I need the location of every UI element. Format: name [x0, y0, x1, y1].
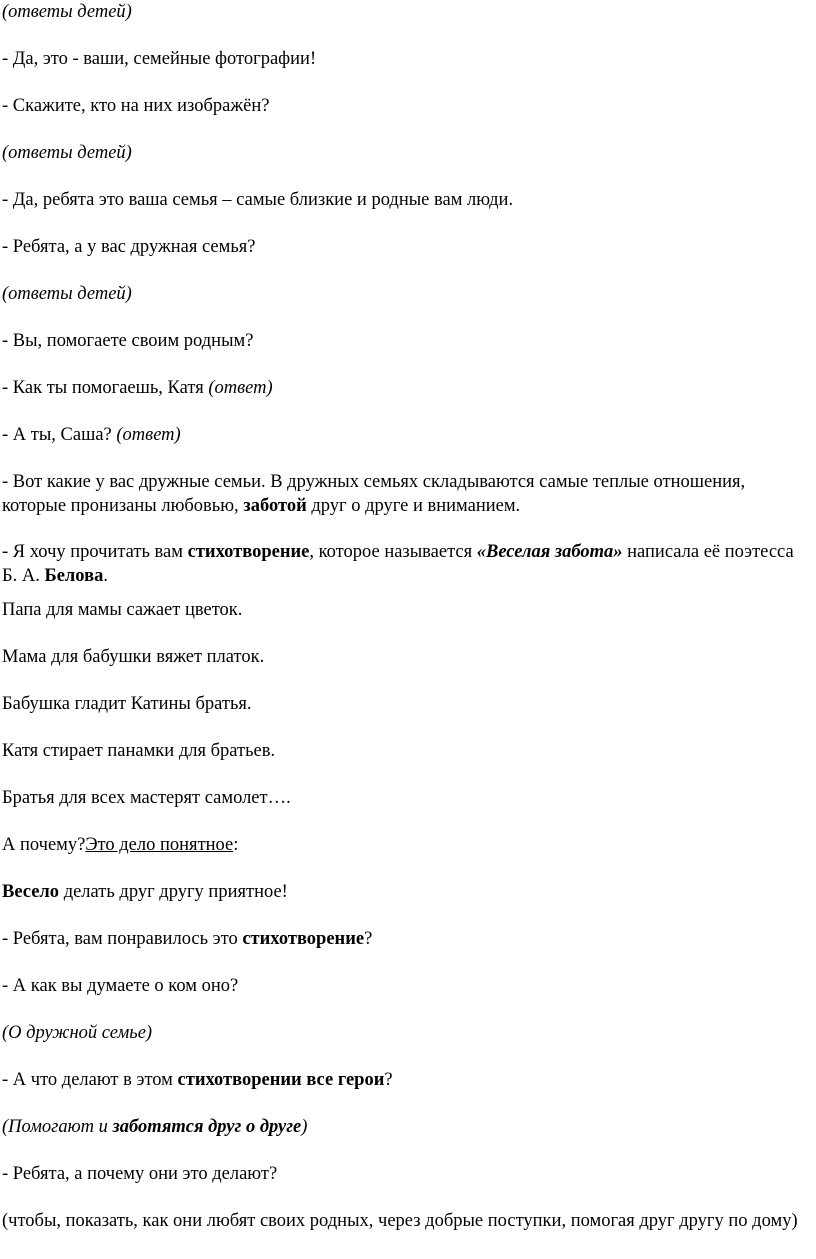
italic-text: (ответы детей) — [2, 284, 132, 304]
text: А почему? — [2, 835, 86, 855]
text: ? — [364, 929, 373, 949]
text: делать друг другу приятное! — [59, 882, 288, 902]
text: - А что делают в этом — [2, 1070, 178, 1090]
text: друг о друге и вниманием. — [306, 496, 521, 516]
underlined-text: Это дело понятное — [85, 835, 234, 855]
paragraph-who-is-depicted — [2, 94, 802, 118]
bold-italic-text: заботятся друг о друге — [112, 1117, 302, 1137]
italic-text: (Помогают и — [2, 1117, 113, 1137]
paragraph-friendly-families — [2, 470, 802, 518]
paragraph-your-family — [2, 188, 802, 212]
text: - Ребята, вам понравилось это — [2, 929, 243, 949]
text: . — [103, 566, 108, 586]
bold-text: стихотворение — [242, 929, 365, 949]
paragraph-what-heroes-do — [2, 1068, 802, 1092]
paragraph-children-answers-2 — [2, 141, 802, 165]
paragraph-sasha-question — [2, 423, 802, 447]
text: , которое называется — [309, 542, 477, 562]
paragraph-children-answers-1 — [2, 0, 802, 24]
paragraph-family-photos — [2, 47, 802, 71]
italic-text: (ответы детей) — [2, 143, 132, 163]
bold-text: стихотворении все герои — [177, 1070, 385, 1090]
text: ? — [384, 1070, 393, 1090]
text: - Ребята, а почему они это делают? — [2, 1164, 278, 1184]
bold-italic-text: «Веселая забота» — [476, 542, 623, 562]
poem-line-7 — [2, 880, 802, 904]
text: - Как ты помогаешь, Катя — [2, 378, 209, 398]
poem-line-5 — [2, 786, 802, 810]
paragraph-why-they-do-it — [2, 1162, 802, 1186]
paragraph-help-relatives — [2, 329, 802, 353]
bold-text: заботой — [243, 496, 307, 516]
bold-text: стихотворение — [187, 542, 310, 562]
text: : — [233, 835, 239, 855]
text: Катя стирает панамки для братьев. — [2, 741, 276, 761]
italic-text: (О дружной семье) — [2, 1023, 153, 1043]
italic-text: (ответ) — [208, 378, 273, 398]
text: - Вы, помогаете своим родным? — [2, 331, 254, 351]
poem-line-3 — [2, 692, 802, 716]
text: - Да, ребята это ваша семья – самые близкие и родные вам люди. — [2, 190, 514, 210]
paragraph-poem-intro — [2, 540, 802, 588]
paragraph-katya-question — [2, 376, 802, 400]
paragraph-about-friendly-family — [2, 1021, 802, 1045]
italic-text: ) — [301, 1117, 308, 1137]
paragraph-to-show-love — [2, 1209, 802, 1233]
poem-line-6 — [2, 833, 802, 857]
text: - Да, это - ваши, семейные фотографии! — [2, 49, 317, 69]
bold-text: Белова — [44, 566, 104, 586]
paragraph-children-answers-3 — [2, 282, 802, 306]
text: (чтобы, показать, как они любят своих родных, через добрые поступки, помогая друг другу по дому) — [2, 1211, 798, 1231]
italic-text: (ответ) — [116, 425, 181, 445]
paragraph-liked-poem — [2, 927, 802, 951]
bold-text: Весело — [2, 882, 60, 902]
paragraph-friendly-family-question — [2, 235, 802, 259]
text: - Ребята, а у вас дружная семья? — [2, 237, 256, 257]
text: написала её поэтесса Б. А. — [2, 542, 794, 586]
text: - А ты, Саша? — [2, 425, 117, 445]
poem-line-4 — [2, 739, 802, 763]
text: Братья для всех мастерят самолет…. — [2, 788, 291, 808]
paragraph-who-is-it-about — [2, 974, 802, 998]
text: Бабушка гладит Катины братья. — [2, 694, 252, 714]
text: Папа для мамы сажает цветок. — [2, 600, 243, 620]
poem-line-2 — [2, 645, 802, 669]
text: - А как вы думаете о ком оно? — [2, 976, 239, 996]
italic-text: (ответы детей) — [2, 2, 132, 22]
text: - Вот какие у вас дружные семьи. В дружных семьях складываются самые теплые отношения, которые пронизаны любовью, — [2, 472, 746, 516]
text: - Скажите, кто на них изображён? — [2, 96, 270, 116]
paragraph-help-and-care — [2, 1115, 802, 1139]
text: Мама для бабушки вяжет платок. — [2, 647, 265, 667]
text: - Я хочу прочитать вам — [2, 542, 188, 562]
poem-line-1 — [2, 598, 802, 622]
